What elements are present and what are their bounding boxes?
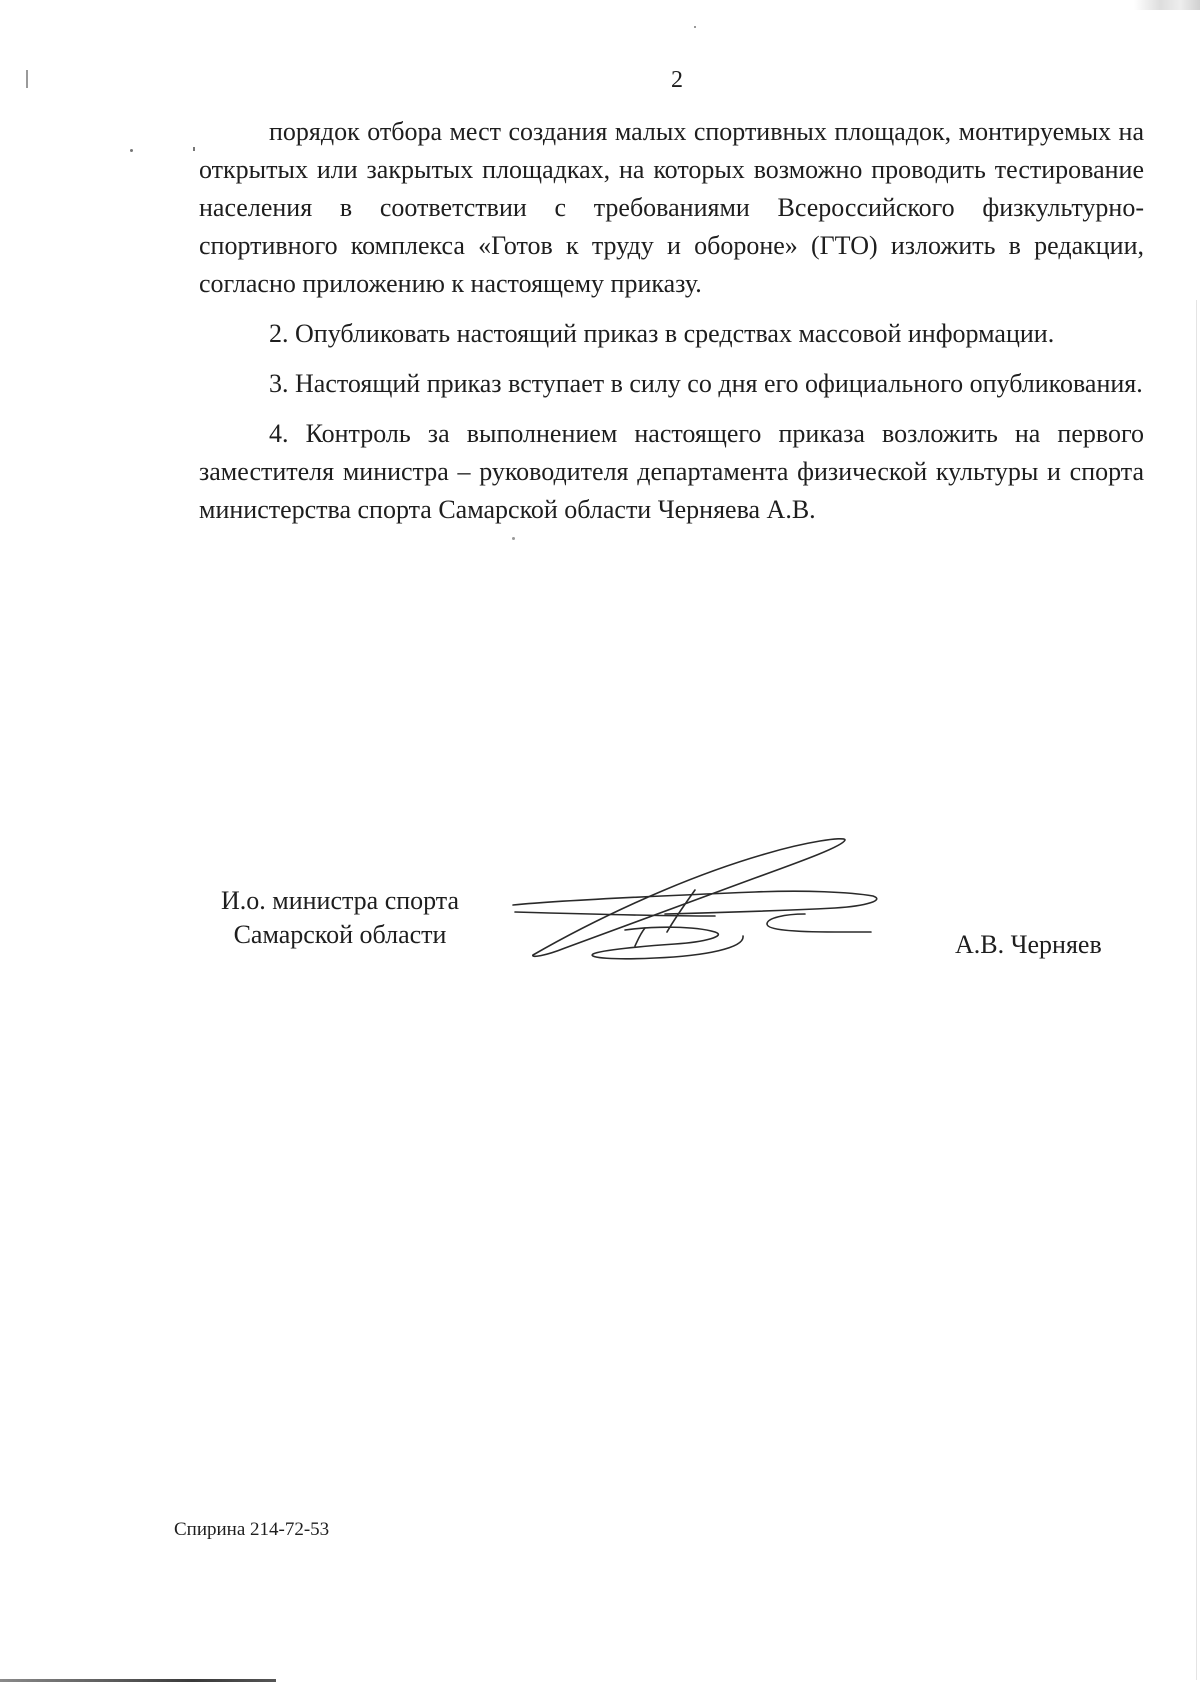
- document-body: [199, 113, 1144, 529]
- scan-artifact-speck: [130, 149, 133, 152]
- signer-name: А.В. Черняев: [955, 930, 1102, 959]
- executor-contact: Спирина 214-72-53: [174, 1519, 330, 1540]
- scan-artifact-corner: [1134, 0, 1200, 10]
- page-number: 2: [671, 67, 683, 93]
- scan-artifact-speck: [512, 537, 515, 540]
- paragraph-item-4: 4. Контроль за выполнением настоящего приказа возложить на первого заместителя министра – руководителя департамента физической культуры и спорта министерства спорта Самарской области Черняева А.В.: [199, 419, 1144, 524]
- signature-block: [0, 830, 1200, 980]
- handwritten-signature: [505, 830, 885, 970]
- scan-artifact-right-edge: [1196, 300, 1197, 1680]
- paragraph-item-2: 2. Опубликовать настоящий приказ в средствах массовой информации.: [269, 319, 1055, 348]
- signer-position-line-2: Самарской области: [233, 920, 447, 949]
- scan-artifact-speck: [193, 147, 195, 151]
- signer-position: [200, 884, 480, 952]
- paragraph-item-3: 3. Настоящий приказ вступает в силу со дня его официального опубликования.: [269, 369, 1143, 398]
- paragraph-continuation: порядок отбора мест создания малых спортивных площадок, монтируемых на открытых или закрытых площадках, на которых возможно проводить тестирование населения в соответствии с требованиями Всероссийского физкультурно-спортивного комплекса «Готов к труду и обороне» (ГТО) изложить в редакции, согласно приложению к настоящему приказу.: [199, 117, 1144, 298]
- scan-artifact-bottom-line: [0, 1679, 276, 1682]
- signer-position-line-1: И.о. министра спорта: [220, 886, 460, 915]
- scan-artifact-speck: [694, 26, 696, 28]
